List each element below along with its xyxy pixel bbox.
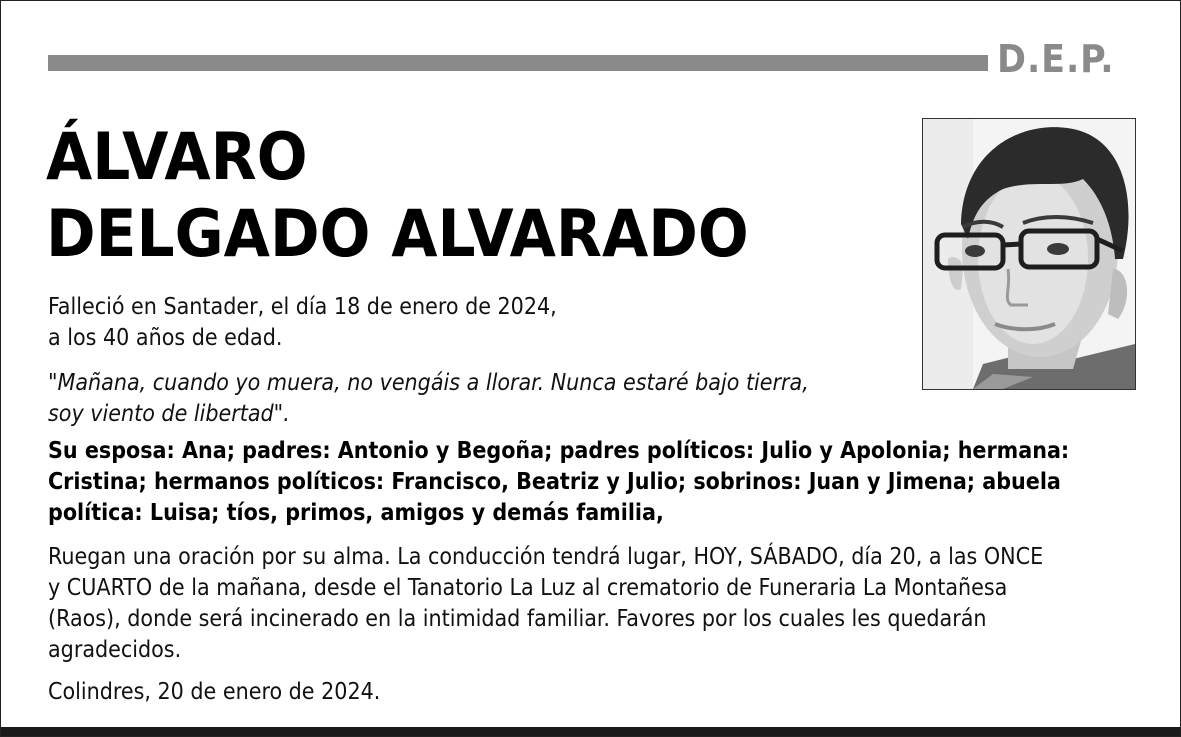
family-line: Su esposa: Ana; padres: Antonio y Begoña; padres políticos: Julio y Apolonia; hermana: <box>48 438 1070 464</box>
deceased-surnames: DELGADO ALVARADO <box>46 197 749 272</box>
notice-line: y CUARTO de la mañana, desde el Tanatorio La Luz al crematorio de Funeraria La Montañesa <box>48 575 1008 601</box>
family-line: Cristina; hermanos políticos: Francisco, Beatriz y Julio; sobrinos: Juan y Jimena; abuela <box>48 469 1061 495</box>
death-info-line: Falleció en Santader, el día 18 de enero de 2024, <box>48 294 557 320</box>
quote-line: soy viento de libertad". <box>48 401 290 427</box>
header-rule <box>48 55 988 71</box>
portrait-photo <box>922 118 1136 390</box>
dep-label: D.E.P. <box>997 37 1115 81</box>
family-line: política: Luisa; tíos, primos, amigos y demás familia, <box>48 500 664 526</box>
quote-line: "Mañana, cuando yo muera, no vengáis a llorar. Nunca estaré bajo tierra, <box>48 370 809 396</box>
deceased-name <box>46 119 749 273</box>
bottom-border <box>1 727 1180 736</box>
place-date: Colindres, 20 de enero de 2024. <box>48 679 381 705</box>
death-info-line: a los 40 años de edad. <box>48 325 283 351</box>
deceased-first-name: ÁLVARO <box>46 120 308 195</box>
death-info <box>48 292 557 354</box>
notice-line: Ruegan una oración por su alma. La conducción tendrá lugar, HOY, SÁBADO, día 20, a las ONCE <box>48 544 1044 570</box>
notice-line: agradecidos. <box>48 637 182 663</box>
notice-line: (Raos), donde será incinerado en la intimidad familiar. Favores por los cuales les quedarán <box>48 606 987 632</box>
ceremony-notice <box>48 542 1043 666</box>
memorial-quote <box>48 368 809 430</box>
family-list <box>48 436 1108 529</box>
